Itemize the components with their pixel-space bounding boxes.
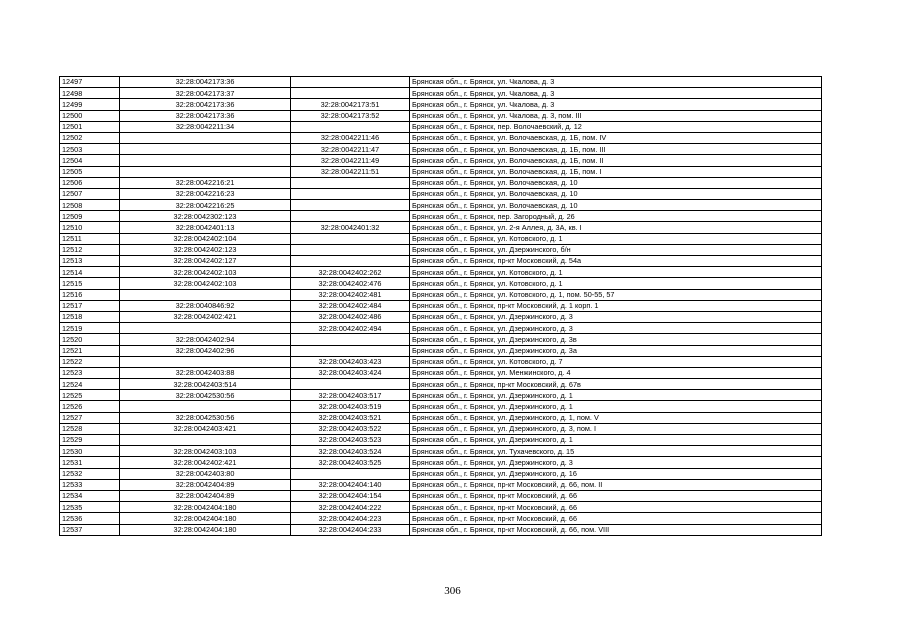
table-row xyxy=(60,379,822,390)
address-cell: Брянская обл., г. Брянск, пр-кт Московский, д. 54а xyxy=(410,256,822,267)
address-cell: Брянская обл., г. Брянск, пр-кт Московский, д. 66, пом. VIII xyxy=(410,524,822,535)
cadastral-number-cell: 32:28:0042403:80 xyxy=(120,468,291,479)
address-cell: Брянская обл., г. Брянск, пер. Загородный, д. 26 xyxy=(410,211,822,222)
row-number-cell: 12506 xyxy=(60,177,120,188)
cadastral-number-cell: 32:28:0042403:421 xyxy=(120,423,291,434)
row-number-cell: 12518 xyxy=(60,311,120,322)
cadastral-number-cell: 32:28:0042404:89 xyxy=(120,479,291,490)
table-row xyxy=(60,412,822,423)
address-cell: Брянская обл., г. Брянск, ул. Чкалова, д. 3 xyxy=(410,99,822,110)
premises-cadastral-number-cell xyxy=(291,77,410,88)
table-row xyxy=(60,233,822,244)
address-cell: Брянская обл., г. Брянск, ул. Дзержинского, б/н xyxy=(410,244,822,255)
premises-cadastral-number-cell: 32:28:0042402:481 xyxy=(291,289,410,300)
cadastral-number-cell: 32:28:0042402:96 xyxy=(120,345,291,356)
row-number-cell: 12501 xyxy=(60,121,120,132)
premises-cadastral-number-cell xyxy=(291,334,410,345)
row-number-cell: 12532 xyxy=(60,468,120,479)
address-cell: Брянская обл., г. Брянск, пер. Волочаевский, д. 12 xyxy=(410,121,822,132)
premises-cadastral-number-cell: 32:28:0042403:521 xyxy=(291,412,410,423)
premises-cadastral-number-cell: 32:28:0042403:423 xyxy=(291,356,410,367)
table-row xyxy=(60,88,822,99)
table-row xyxy=(60,99,822,110)
cadastral-number-cell xyxy=(120,401,291,412)
table-row xyxy=(60,222,822,233)
table-row xyxy=(60,132,822,143)
table-row xyxy=(60,334,822,345)
row-number-cell: 12515 xyxy=(60,278,120,289)
table-row xyxy=(60,300,822,311)
address-cell: Брянская обл., г. Брянск, ул. Дзержинского, д. 1 xyxy=(410,435,822,446)
table-row xyxy=(60,502,822,513)
address-cell: Брянская обл., г. Брянск, ул. Волочаевская, д. 1Б, пом. III xyxy=(410,144,822,155)
table-row xyxy=(60,110,822,121)
address-cell: Брянская обл., г. Брянск, ул. Волочаевская, д. 1Б, пом. IV xyxy=(410,132,822,143)
premises-cadastral-number-cell: 32:28:0042402:484 xyxy=(291,300,410,311)
table-row xyxy=(60,446,822,457)
address-cell: Брянская обл., г. Брянск, ул. Волочаевская, д. 10 xyxy=(410,177,822,188)
address-cell: Брянская обл., г. Брянск, ул. Дзержинского, д. 1 xyxy=(410,390,822,401)
table-row xyxy=(60,77,822,88)
table-row xyxy=(60,278,822,289)
row-number-cell: 12513 xyxy=(60,256,120,267)
cadastral-number-cell: 32:28:0042402:104 xyxy=(120,233,291,244)
row-number-cell: 12522 xyxy=(60,356,120,367)
table-row xyxy=(60,390,822,401)
address-cell: Брянская обл., г. Брянск, ул. Дзержинского, д. 3 xyxy=(410,323,822,334)
table-row xyxy=(60,435,822,446)
cadastral-number-cell xyxy=(120,289,291,300)
premises-cadastral-number-cell xyxy=(291,121,410,132)
premises-cadastral-number-cell: 32:28:0042402:262 xyxy=(291,267,410,278)
table-row xyxy=(60,311,822,322)
cadastral-number-cell: 32:28:0042404:180 xyxy=(120,513,291,524)
cadastral-number-cell: 32:28:0042402:421 xyxy=(120,457,291,468)
row-number-cell: 12521 xyxy=(60,345,120,356)
premises-cadastral-number-cell xyxy=(291,188,410,199)
cadastral-number-cell: 32:28:0042173:36 xyxy=(120,99,291,110)
address-cell: Брянская обл., г. Брянск, ул. Дзержинского, д. 3 xyxy=(410,457,822,468)
cadastral-number-cell: 32:28:0042404:180 xyxy=(120,502,291,513)
premises-cadastral-number-cell: 32:28:0042404:154 xyxy=(291,490,410,501)
address-cell: Брянская обл., г. Брянск, ул. Котовского, д. 1 xyxy=(410,278,822,289)
address-cell: Брянская обл., г. Брянск, ул. Тухачевского, д. 15 xyxy=(410,446,822,457)
row-number-cell: 12505 xyxy=(60,166,120,177)
premises-cadastral-number-cell: 32:28:0042211:49 xyxy=(291,155,410,166)
table-row xyxy=(60,200,822,211)
premises-cadastral-number-cell: 32:28:0042211:51 xyxy=(291,166,410,177)
row-number-cell: 12499 xyxy=(60,99,120,110)
row-number-cell: 12528 xyxy=(60,423,120,434)
premises-cadastral-number-cell: 32:28:0042403:424 xyxy=(291,367,410,378)
table-row xyxy=(60,256,822,267)
row-number-cell: 12514 xyxy=(60,267,120,278)
row-number-cell: 12517 xyxy=(60,300,120,311)
address-cell: Брянская обл., г. Брянск, ул. Дзержинского, д. 1, пом. V xyxy=(410,412,822,423)
row-number-cell: 12507 xyxy=(60,188,120,199)
table-row xyxy=(60,289,822,300)
premises-cadastral-number-cell: 32:28:0042404:140 xyxy=(291,479,410,490)
address-cell: Брянская обл., г. Брянск, ул. Волочаевская, д. 10 xyxy=(410,188,822,199)
premises-cadastral-number-cell xyxy=(291,345,410,356)
address-cell: Брянская обл., г. Брянск, ул. Дзержинского, д. 3в xyxy=(410,334,822,345)
cadastral-number-cell: 32:28:0042402:421 xyxy=(120,311,291,322)
table-row xyxy=(60,524,822,535)
address-cell: Брянская обл., г. Брянск, ул. Дзержинского, д. 16 xyxy=(410,468,822,479)
premises-cadastral-number-cell: 32:28:0042404:223 xyxy=(291,513,410,524)
row-number-cell: 12526 xyxy=(60,401,120,412)
address-cell: Брянская обл., г. Брянск, ул. Чкалова, д. 3, пом. III xyxy=(410,110,822,121)
premises-cadastral-number-cell xyxy=(291,233,410,244)
premises-cadastral-number-cell xyxy=(291,88,410,99)
row-number-cell: 12533 xyxy=(60,479,120,490)
table-row xyxy=(60,244,822,255)
row-number-cell: 12497 xyxy=(60,77,120,88)
premises-cadastral-number-cell: 32:28:0042403:522 xyxy=(291,423,410,434)
row-number-cell: 12529 xyxy=(60,435,120,446)
address-cell: Брянская обл., г. Брянск, ул. Дзержинского, д. 3 xyxy=(410,311,822,322)
cadastral-number-cell: 32:28:0042403:514 xyxy=(120,379,291,390)
address-cell: Брянская обл., г. Брянск, пр-кт Московский, д. 66 xyxy=(410,502,822,513)
premises-cadastral-number-cell: 32:28:0042173:51 xyxy=(291,99,410,110)
premises-cadastral-number-cell: 32:28:0042402:476 xyxy=(291,278,410,289)
premises-cadastral-number-cell: 32:28:0042403:524 xyxy=(291,446,410,457)
address-cell: Брянская обл., г. Брянск, ул. Дзержинского, д. 3, пом. I xyxy=(410,423,822,434)
address-cell: Брянская обл., г. Брянск, пр-кт Московский, д. 66 xyxy=(410,513,822,524)
premises-cadastral-number-cell: 32:28:0042211:47 xyxy=(291,144,410,155)
cadastral-number-cell: 32:28:0042402:103 xyxy=(120,267,291,278)
cadastral-number-cell: 32:28:0042403:88 xyxy=(120,367,291,378)
premises-cadastral-number-cell xyxy=(291,256,410,267)
cadastral-number-cell: 32:28:0042401:13 xyxy=(120,222,291,233)
premises-cadastral-number-cell: 32:28:0042402:486 xyxy=(291,311,410,322)
row-number-cell: 12525 xyxy=(60,390,120,401)
address-cell: Брянская обл., г. Брянск, ул. Котовского, д. 1 xyxy=(410,233,822,244)
table-row xyxy=(60,513,822,524)
cadastral-number-cell: 32:28:0042216:21 xyxy=(120,177,291,188)
row-number-cell: 12531 xyxy=(60,457,120,468)
premises-cadastral-number-cell xyxy=(291,244,410,255)
cadastral-number-cell: 32:28:0042404:180 xyxy=(120,524,291,535)
address-cell: Брянская обл., г. Брянск, пр-кт Московский, д. 66, пом. II xyxy=(410,479,822,490)
table-row xyxy=(60,345,822,356)
cadastral-number-cell: 32:28:0042404:89 xyxy=(120,490,291,501)
row-number-cell: 12534 xyxy=(60,490,120,501)
premises-cadastral-number-cell: 32:28:0042404:222 xyxy=(291,502,410,513)
address-cell: Брянская обл., г. Брянск, пр-кт Московский, д. 66 xyxy=(410,490,822,501)
table-row xyxy=(60,367,822,378)
row-number-cell: 12524 xyxy=(60,379,120,390)
premises-cadastral-number-cell: 32:28:0042403:517 xyxy=(291,390,410,401)
cadastral-number-cell xyxy=(120,435,291,446)
address-cell: Брянская обл., г. Брянск, ул. Волочаевская, д. 1Б, пом. I xyxy=(410,166,822,177)
address-cell: Брянская обл., г. Брянск, ул. Менжинского, д. 4 xyxy=(410,367,822,378)
row-number-cell: 12511 xyxy=(60,233,120,244)
row-number-cell: 12503 xyxy=(60,144,120,155)
table-row xyxy=(60,155,822,166)
table-row xyxy=(60,401,822,412)
row-number-cell: 12510 xyxy=(60,222,120,233)
row-number-cell: 12504 xyxy=(60,155,120,166)
address-cell: Брянская обл., г. Брянск, ул. Котовского, д. 7 xyxy=(410,356,822,367)
address-cell: Брянская обл., г. Брянск, ул. Волочаевская, д. 1Б, пом. II xyxy=(410,155,822,166)
row-number-cell: 12527 xyxy=(60,412,120,423)
cadastral-number-cell xyxy=(120,144,291,155)
cadastral-number-cell: 32:28:0042173:36 xyxy=(120,110,291,121)
cadastral-number-cell: 32:28:0042403:103 xyxy=(120,446,291,457)
cadastral-number-cell: 32:28:0042216:23 xyxy=(120,188,291,199)
premises-cadastral-number-cell: 32:28:0042173:52 xyxy=(291,110,410,121)
row-number-cell: 12498 xyxy=(60,88,120,99)
table-row xyxy=(60,468,822,479)
row-number-cell: 12516 xyxy=(60,289,120,300)
row-number-cell: 12523 xyxy=(60,367,120,378)
registry-table-body xyxy=(60,77,822,536)
row-number-cell: 12536 xyxy=(60,513,120,524)
table-row xyxy=(60,211,822,222)
row-number-cell: 12535 xyxy=(60,502,120,513)
cadastral-number-cell xyxy=(120,132,291,143)
row-number-cell: 12500 xyxy=(60,110,120,121)
table-row xyxy=(60,423,822,434)
row-number-cell: 12530 xyxy=(60,446,120,457)
cadastral-number-cell: 32:28:0040846:92 xyxy=(120,300,291,311)
table-row xyxy=(60,121,822,132)
address-cell: Брянская обл., г. Брянск, ул. Дзержинского, д. 3а xyxy=(410,345,822,356)
address-cell: Брянская обл., г. Брянск, ул. Котовского, д. 1 xyxy=(410,267,822,278)
cadastral-number-cell xyxy=(120,155,291,166)
table-row xyxy=(60,267,822,278)
premises-cadastral-number-cell: 32:28:0042404:233 xyxy=(291,524,410,535)
address-cell: Брянская обл., г. Брянск, ул. 2-я Аллея, д. 3А, кв. I xyxy=(410,222,822,233)
cadastral-number-cell: 32:28:0042173:36 xyxy=(120,77,291,88)
cadastral-number-cell: 32:28:0042173:37 xyxy=(120,88,291,99)
row-number-cell: 12509 xyxy=(60,211,120,222)
premises-cadastral-number-cell xyxy=(291,211,410,222)
table-row xyxy=(60,177,822,188)
cadastral-number-cell: 32:28:0042216:25 xyxy=(120,200,291,211)
premises-cadastral-number-cell: 32:28:0042403:525 xyxy=(291,457,410,468)
cadastral-number-cell: 32:28:0042402:103 xyxy=(120,278,291,289)
premises-cadastral-number-cell xyxy=(291,200,410,211)
address-cell: Брянская обл., г. Брянск, ул. Дзержинского, д. 1 xyxy=(410,401,822,412)
premises-cadastral-number-cell xyxy=(291,379,410,390)
address-cell: Брянская обл., г. Брянск, ул. Котовского, д. 1, пом. 50-55, 57 xyxy=(410,289,822,300)
premises-cadastral-number-cell xyxy=(291,468,410,479)
premises-cadastral-number-cell xyxy=(291,177,410,188)
address-cell: Брянская обл., г. Брянск, ул. Чкалова, д. 3 xyxy=(410,88,822,99)
cadastral-number-cell: 32:28:0042530:56 xyxy=(120,412,291,423)
table-row xyxy=(60,188,822,199)
row-number-cell: 12512 xyxy=(60,244,120,255)
cadastral-number-cell xyxy=(120,323,291,334)
premises-cadastral-number-cell: 32:28:0042402:494 xyxy=(291,323,410,334)
table-row xyxy=(60,457,822,468)
cadastral-number-cell xyxy=(120,166,291,177)
cadastral-number-cell: 32:28:0042302:123 xyxy=(120,211,291,222)
premises-cadastral-number-cell: 32:28:0042401:32 xyxy=(291,222,410,233)
row-number-cell: 12537 xyxy=(60,524,120,535)
address-cell: Брянская обл., г. Брянск, ул. Волочаевская, д. 10 xyxy=(410,200,822,211)
address-cell: Брянская обл., г. Брянск, пр-кт Московский, д. 67в xyxy=(410,379,822,390)
cadastral-number-cell: 32:28:0042530:56 xyxy=(120,390,291,401)
row-number-cell: 12508 xyxy=(60,200,120,211)
property-registry-table xyxy=(59,76,822,536)
table-row xyxy=(60,166,822,177)
row-number-cell: 12520 xyxy=(60,334,120,345)
cadastral-number-cell: 32:28:0042402:127 xyxy=(120,256,291,267)
table-row xyxy=(60,144,822,155)
table-row xyxy=(60,356,822,367)
table-row xyxy=(60,323,822,334)
table-row xyxy=(60,490,822,501)
address-cell: Брянская обл., г. Брянск, ул. Чкалова, д. 3 xyxy=(410,77,822,88)
premises-cadastral-number-cell: 32:28:0042403:523 xyxy=(291,435,410,446)
cadastral-number-cell: 32:28:0042402:94 xyxy=(120,334,291,345)
premises-cadastral-number-cell: 32:28:0042403:519 xyxy=(291,401,410,412)
cadastral-number-cell: 32:28:0042211:34 xyxy=(120,121,291,132)
cadastral-number-cell xyxy=(120,356,291,367)
premises-cadastral-number-cell: 32:28:0042211:46 xyxy=(291,132,410,143)
address-cell: Брянская обл., г. Брянск, пр-кт Московский, д. 1 корп. 1 xyxy=(410,300,822,311)
cadastral-number-cell: 32:28:0042402:123 xyxy=(120,244,291,255)
row-number-cell: 12502 xyxy=(60,132,120,143)
table-row xyxy=(60,479,822,490)
row-number-cell: 12519 xyxy=(60,323,120,334)
page-number: 306 xyxy=(444,585,461,597)
